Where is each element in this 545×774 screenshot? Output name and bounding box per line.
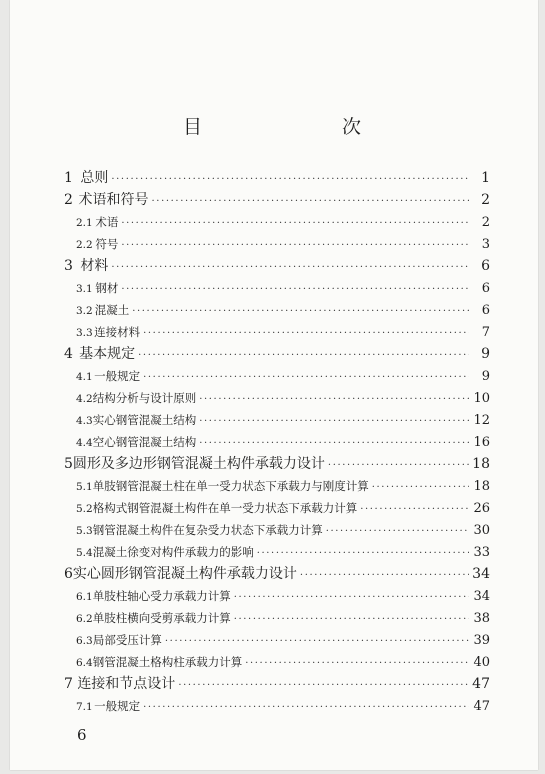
dot-leader: [178, 675, 469, 697]
toc-entry-number: 4.4: [76, 437, 93, 449]
toc-entry-title: 混凝土: [94, 303, 130, 317]
dot-leader: [111, 257, 469, 279]
toc-entry-page: 16: [473, 435, 490, 450]
dot-leader: [143, 367, 469, 389]
toc-entry-page: 38: [473, 611, 490, 626]
toc-entry-number: 3: [64, 258, 73, 274]
toc-entry-title: 总则: [80, 170, 109, 186]
dot-leader: [326, 521, 469, 543]
toc-entry-title: 钢材: [95, 281, 119, 295]
dot-leader: [132, 301, 469, 323]
toc-entry-title: 连接和节点设计: [77, 676, 176, 692]
toc-entry-number: 6.2: [76, 613, 93, 625]
toc-entry-title: 材料: [80, 258, 109, 274]
toc-entry-number: 5.4: [76, 547, 93, 559]
dot-leader: [121, 279, 469, 301]
toc-section-entry[interactable]: [64, 299, 490, 321]
dot-leader: [360, 499, 469, 521]
toc-section-entry[interactable]: [64, 651, 490, 673]
toc-entry-number: 2: [64, 192, 73, 208]
toc-entry-number: 4.1: [76, 371, 93, 383]
toc-entry-page: 26: [473, 501, 490, 516]
toc-entry-number: 3.1: [76, 283, 93, 295]
toc-entry-title: 空心钢管混凝土结构: [92, 435, 197, 449]
document-page: [10, 0, 538, 770]
dot-leader: [328, 455, 469, 477]
toc-entry-title: 结构分析与设计原则: [92, 391, 197, 405]
toc-chapter-entry[interactable]: [64, 673, 490, 695]
toc-entry-number: 6.1: [76, 591, 93, 603]
toc-entry-page: 40: [473, 655, 490, 670]
toc-entry-page: 6: [481, 281, 490, 296]
toc-entry-number: 5.3: [76, 525, 93, 537]
dot-leader: [300, 565, 469, 587]
page-title: 目 次: [182, 116, 395, 138]
toc-entry-page: 18: [472, 456, 490, 472]
toc-entry-page: 9: [481, 369, 490, 384]
dot-leader: [111, 169, 469, 191]
toc-entry-number: 7.1: [76, 701, 93, 713]
toc-entry-number: 5.2: [76, 503, 93, 515]
toc-entry-title: 基本规定: [79, 346, 136, 362]
toc-entry-page: 10: [473, 391, 490, 406]
toc-entry-title: 单肢柱横向受剪承载力计算: [92, 611, 231, 625]
toc-entry-number: 5: [64, 456, 73, 472]
toc-entry-page: 2: [481, 215, 490, 230]
toc-entry-title: 实心钢管混凝土结构: [92, 413, 197, 427]
toc-section-entry[interactable]: [64, 497, 490, 519]
dot-leader: [165, 631, 469, 653]
toc-entry-page: 6: [481, 303, 490, 318]
toc-section-entry[interactable]: [64, 365, 490, 387]
dot-leader: [138, 345, 469, 367]
toc-chapter-entry[interactable]: [64, 453, 490, 475]
toc-entry-number: 2.2: [76, 239, 93, 251]
toc-entry-title: 圆形及多边形钢管混凝土构件承载力设计: [72, 456, 325, 472]
toc-entry-page: 34: [473, 589, 490, 604]
toc-entry-number: 5.1: [76, 481, 93, 493]
dot-leader: [199, 433, 469, 455]
dot-leader: [234, 587, 469, 609]
toc-entry-number: 6.4: [76, 657, 93, 669]
toc-section-entry[interactable]: [64, 431, 490, 453]
toc-section-entry[interactable]: [64, 211, 490, 233]
table-of-contents: [64, 167, 490, 717]
dot-leader: [143, 323, 469, 345]
toc-section-entry[interactable]: [64, 233, 490, 255]
toc-entry-number: 1: [64, 170, 73, 186]
toc-section-entry[interactable]: [64, 519, 490, 541]
toc-section-entry[interactable]: [64, 277, 490, 299]
toc-section-entry[interactable]: [64, 541, 490, 563]
toc-entry-page: 2: [481, 192, 490, 208]
toc-entry-number: 4: [64, 346, 73, 362]
toc-entry-page: 47: [473, 699, 490, 714]
toc-entry-page: 6: [481, 258, 490, 274]
dot-leader: [152, 191, 469, 213]
toc-entry-number: 3.2: [76, 305, 93, 317]
toc-entry-title: 术语和符号: [78, 192, 149, 208]
dot-leader: [372, 477, 469, 499]
dot-leader: [199, 389, 469, 411]
toc-chapter-entry[interactable]: [64, 189, 490, 211]
toc-entry-page: 7: [481, 325, 490, 340]
toc-entry-title: 钢管混凝土构件在复杂受力状态下承载力计算: [92, 523, 323, 537]
toc-chapter-entry[interactable]: [64, 563, 490, 585]
toc-section-entry[interactable]: [64, 409, 490, 431]
toc-chapter-entry[interactable]: [64, 255, 490, 277]
toc-entry-page: 30: [473, 523, 490, 538]
toc-entry-page: 3: [481, 237, 490, 252]
toc-entry-title: 单肢钢管混凝土柱在单一受力状态下承载力与刚度计算: [92, 479, 369, 493]
toc-entry-page: 18: [473, 479, 490, 494]
toc-entry-number: 2.1: [76, 217, 93, 229]
toc-entry-title: 一般规定: [94, 699, 141, 713]
toc-entry-number: 4.3: [76, 415, 93, 427]
toc-entry-number: 6.3: [76, 635, 93, 647]
toc-entry-page: 1: [481, 170, 490, 186]
toc-chapter-entry[interactable]: [64, 343, 490, 365]
toc-section-entry[interactable]: [64, 475, 490, 497]
dot-leader: [121, 235, 469, 257]
toc-entry-number: 4.2: [76, 393, 93, 405]
toc-entry-title: 连接材料: [94, 325, 141, 339]
toc-entry-page: 47: [472, 676, 490, 692]
toc-entry-title: 混凝土徐变对构件承载力的影响: [92, 545, 254, 559]
toc-section-entry[interactable]: [64, 629, 490, 651]
toc-entry-number: 6: [64, 566, 73, 582]
toc-entry-page: 33: [473, 545, 490, 560]
dot-leader: [245, 653, 469, 675]
toc-section-entry[interactable]: [64, 321, 490, 343]
toc-section-entry[interactable]: [64, 607, 490, 629]
toc-section-entry[interactable]: [64, 695, 490, 717]
page-number: 6: [77, 726, 87, 744]
dot-leader: [199, 411, 469, 433]
toc-entry-page: 9: [481, 346, 490, 362]
toc-chapter-entry[interactable]: [64, 167, 490, 189]
toc-entry-title: 实心圆形钢管混凝土构件承载力设计: [72, 566, 297, 582]
toc-entry-number: 7: [64, 676, 73, 692]
toc-entry-title: 单肢柱轴心受力承载力计算: [92, 589, 231, 603]
toc-entry-page: 39: [473, 633, 490, 648]
dot-leader: [257, 543, 469, 565]
toc-entry-title: 符号: [95, 237, 119, 251]
toc-entry-page: 34: [472, 566, 490, 582]
toc-entry-title: 一般规定: [94, 369, 141, 383]
toc-entry-title: 局部受压计算: [92, 633, 162, 647]
toc-entry-page: 12: [473, 413, 490, 428]
toc-section-entry[interactable]: [64, 585, 490, 607]
toc-entry-number: 3.3: [76, 327, 93, 339]
toc-entry-title: 格构式钢管混凝土构件在单一受力状态下承载力计算: [92, 501, 358, 515]
toc-section-entry[interactable]: [64, 387, 490, 409]
dot-leader: [143, 697, 469, 719]
dot-leader: [121, 213, 469, 235]
toc-entry-title: 钢管混凝土格构柱承载力计算: [92, 655, 243, 669]
dot-leader: [234, 609, 469, 631]
toc-entry-title: 术语: [95, 215, 119, 229]
